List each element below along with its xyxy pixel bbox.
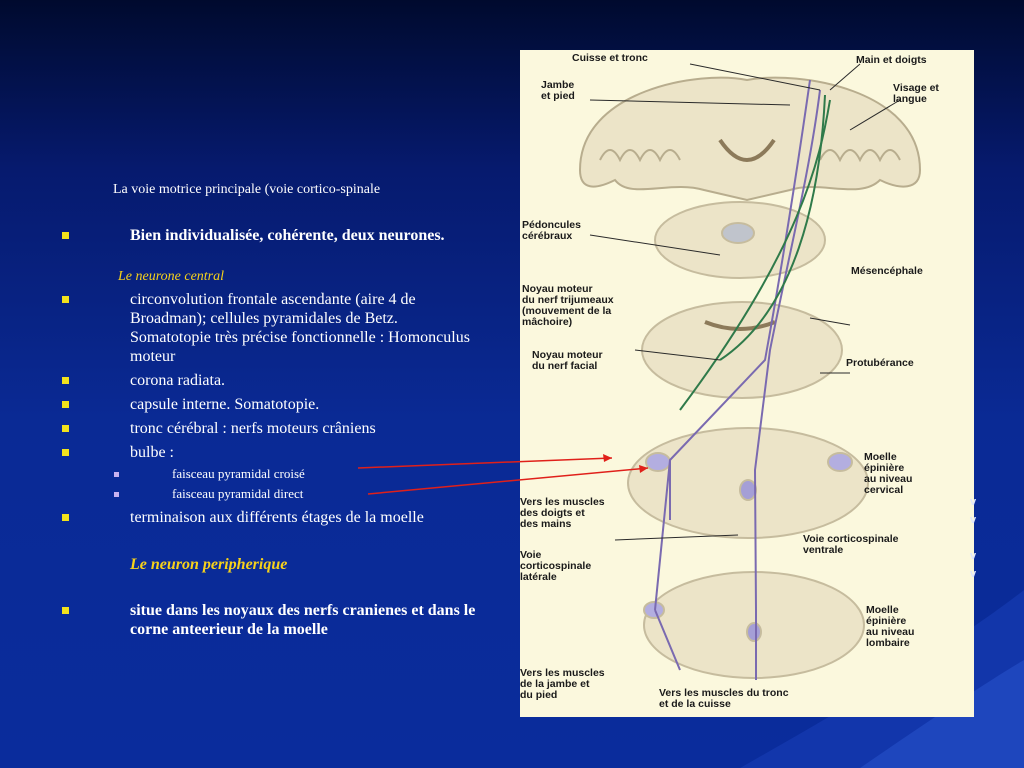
label-voie-laterale: Voie corticospinale latérale bbox=[520, 549, 592, 583]
bullet-marker bbox=[62, 449, 69, 456]
edge-mark: v bbox=[970, 496, 977, 508]
label-protuberance: Protubérance bbox=[846, 357, 914, 369]
label-facial: Noyau moteur du nerf facial bbox=[532, 349, 603, 372]
label-voie-ventrale: Voie corticospinale ventrale bbox=[803, 533, 899, 556]
edge-mark: v bbox=[970, 550, 977, 562]
sub-bullet-marker bbox=[114, 472, 119, 477]
bullet-item: Bien individualisée, cohérente, deux neurones. bbox=[130, 227, 445, 244]
label-muscles-doigts: Vers les muscles des doigts et des mains bbox=[520, 496, 605, 530]
label-visage: Visage et langue bbox=[893, 82, 939, 105]
label-jambe: Jambe et pied bbox=[541, 79, 575, 102]
label-mesencephale: Mésencéphale bbox=[851, 265, 923, 277]
anatomy-figure bbox=[520, 50, 977, 717]
label-pedoncules: Pédoncules cérébraux bbox=[522, 219, 581, 242]
label-main: Main et doigts bbox=[856, 54, 927, 66]
label-cuisse: Cuisse et tronc bbox=[572, 52, 648, 64]
bullet-marker bbox=[62, 232, 69, 239]
bullet-item: tronc cérébral : nerfs moteurs crâniens bbox=[130, 420, 376, 437]
bullet-marker bbox=[62, 401, 69, 408]
bullet-item: capsule interne. Somatotopie. bbox=[130, 396, 320, 413]
sub-bullet-item: faisceau pyramidal croisé bbox=[172, 466, 305, 481]
sub-bullet-marker bbox=[114, 492, 119, 497]
bullet-marker bbox=[62, 377, 69, 384]
bullet-marker bbox=[62, 296, 69, 303]
label-trijumeaux: Noyau moteur du nerf trijumeaux (mouvement de la mâchoire) bbox=[522, 283, 614, 328]
label-moelle-cervical: Moelle épinière au niveau cervical bbox=[864, 451, 913, 496]
sub-bullet-item: faisceau pyramidal direct bbox=[172, 486, 304, 501]
bullet-marker bbox=[62, 425, 69, 432]
bullet-marker bbox=[62, 607, 69, 614]
slide-title: La voie motrice principale (voie cortico-spinale bbox=[113, 182, 381, 197]
label-muscles-tronc: Vers les muscles du tronc et de la cuisse bbox=[659, 687, 789, 710]
bullet-item: corona radiata. bbox=[130, 372, 226, 389]
label-moelle-lombaire: Moelle épinière au niveau lombaire bbox=[866, 604, 915, 649]
bullet-marker bbox=[62, 514, 69, 521]
edge-mark: v bbox=[970, 514, 977, 526]
section-heading: Le neurone central bbox=[118, 269, 225, 284]
bullet-item: situe dans les noyaux des nerfs cranienes et dans le corne anteerieur de la moelle bbox=[130, 602, 476, 638]
bullet-item: terminaison aux différents étages de la moelle bbox=[130, 509, 424, 526]
bullet-item: circonvolution frontale ascendante (aire 4 de Broadman); cellules pyramidales de Betz. Somatotopie très précise fonctionnelle : Homonculus moteur bbox=[130, 291, 470, 365]
edge-mark: v bbox=[970, 568, 977, 580]
section-heading: Le neuron peripherique bbox=[130, 556, 288, 573]
label-muscles-jambe: Vers les muscles de la jambe et du pied bbox=[520, 667, 605, 701]
brain-section bbox=[580, 78, 920, 200]
bullet-item: bulbe : bbox=[130, 444, 174, 461]
